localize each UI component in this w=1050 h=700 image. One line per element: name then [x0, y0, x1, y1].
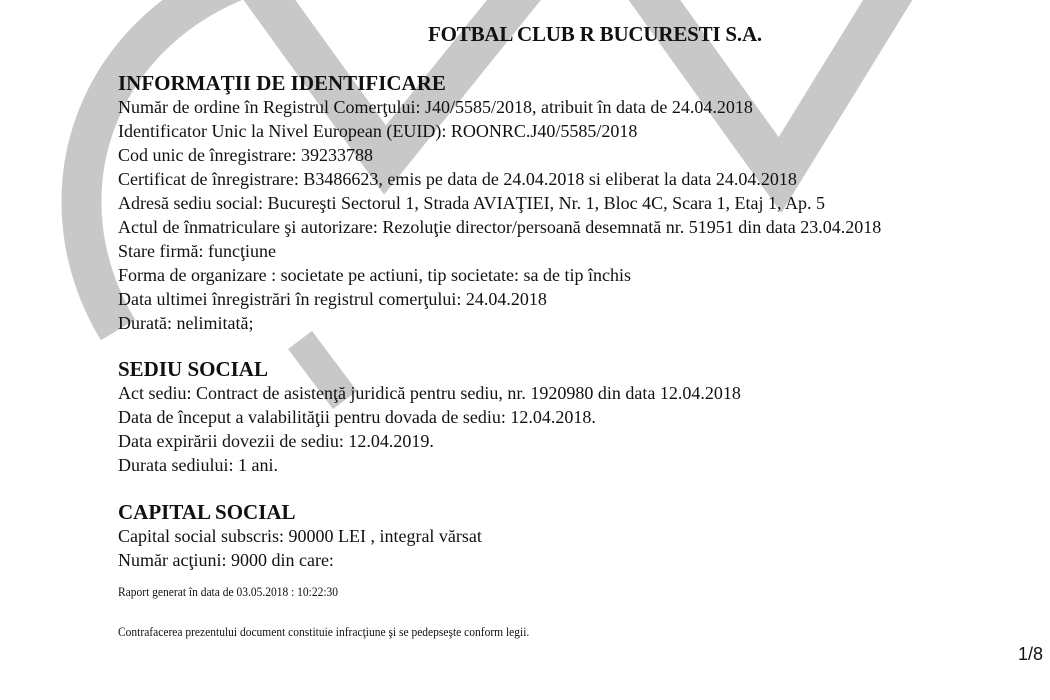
- registered-office-heading: SEDIU SOCIAL: [118, 357, 268, 381]
- share-capital-section: [118, 500, 1018, 572]
- legal-warning-note: Contrafacerea prezentului document constituie infracţiune şi se pedepseşte conform legii.: [118, 625, 530, 639]
- office-expiry-line: Data expirării dovezii de sediu: 12.04.2019.: [118, 431, 434, 451]
- identification-heading: INFORMAŢII DE IDENTIFICARE: [118, 71, 446, 95]
- registration-number-line: Număr de ordine în Registrul Comerţului: J40/5585/2018, atribuit în data de 24.04.2018: [118, 97, 753, 117]
- office-act-line: Act sediu: Contract de asistenţă juridică pentru sediu, nr. 1920980 din data 12.04.2018: [118, 383, 741, 403]
- company-title: FOTBAL CLUB R BUCURESTI S.A.: [428, 22, 762, 46]
- certificate-line: Certificat de înregistrare: B3486623, emis pe data de 24.04.2018 si eliberat la data 24.04.2018: [118, 169, 797, 189]
- cui-line: Cod unic de înregistrare: 39233788: [118, 145, 373, 165]
- office-validity-start-line: Data de început a valabilităţii pentru dovada de sediu: 12.04.2018.: [118, 407, 596, 427]
- shares-count-line: Număr acţiuni: 9000 din care:: [118, 550, 334, 570]
- subscribed-capital-line: Capital social subscris: 90000 LEI , integral vărsat: [118, 526, 482, 546]
- euid-line: Identificator Unic la Nivel European (EUID): ROONRC.J40/5585/2018: [118, 121, 638, 141]
- organization-form-line: Forma de organizare : societate pe actiuni, tip societate: sa de tip închis: [118, 265, 631, 285]
- registered-office-section: [118, 357, 1018, 477]
- company-status-line: Stare firmă: funcţiune: [118, 241, 276, 261]
- report-generated-note: Raport generat în data de 03.05.2018 : 10:22:30: [118, 585, 339, 599]
- duration-line: Durată: nelimitată;: [118, 313, 254, 333]
- identification-section: [118, 71, 1018, 335]
- last-registration-line: Data ultimei înregistrări în registrul comerţului: 24.04.2018: [118, 289, 547, 309]
- share-capital-heading: CAPITAL SOCIAL: [118, 500, 296, 524]
- address-line: Adresă sediu social: Bucureşti Sectorul 1, Strada AVIAŢIEI, Nr. 1, Bloc 4C, Scara 1, Etaj 1, Ap. 5: [118, 193, 826, 213]
- page-number: 1/8: [1017, 644, 1043, 664]
- registration-act-line: Actul de înmatriculare şi autorizare: Rezoluţie director/persoană desemnată nr. 51951 din data 23.04.2018: [118, 217, 882, 237]
- office-duration-line: Durata sediului: 1 ani.: [118, 455, 278, 475]
